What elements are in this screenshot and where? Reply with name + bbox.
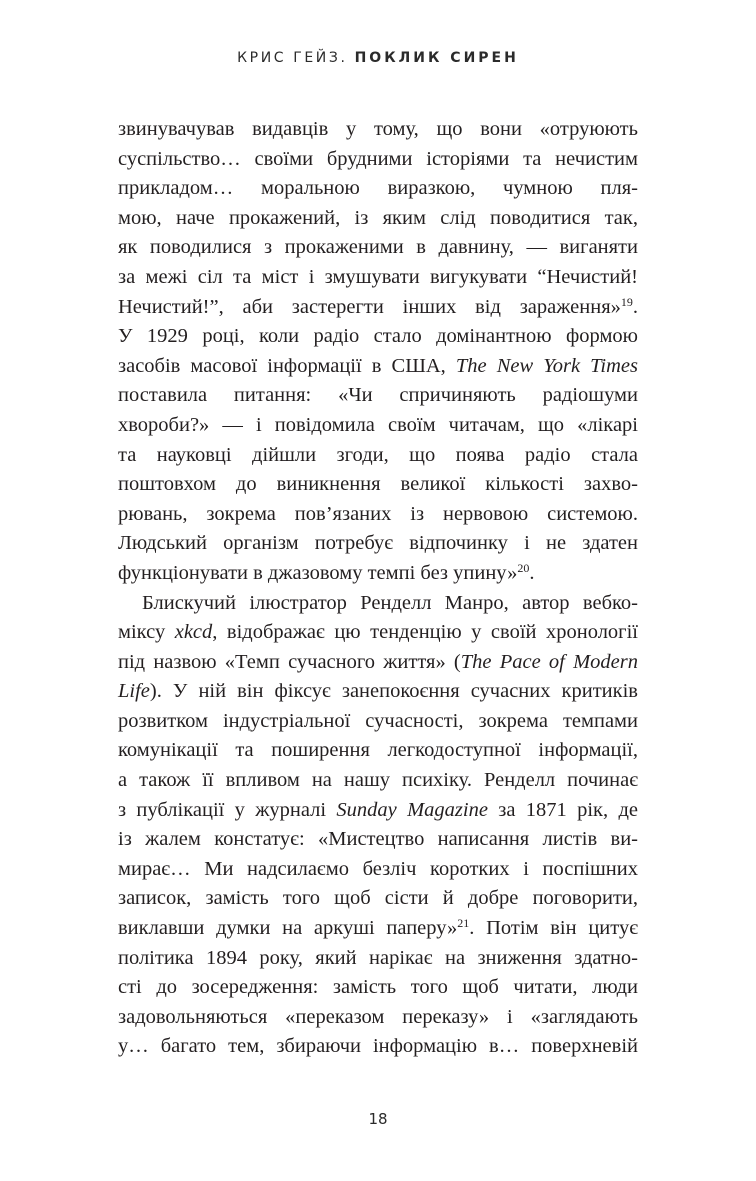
text-run: засобів масової інформації в США, — [118, 354, 456, 377]
text-line — [118, 884, 638, 914]
text-line — [118, 233, 638, 263]
running-head-book-title: ПОКЛИК СИРЕН — [354, 50, 519, 66]
text-run: задовольняються «переказом переказу» і «заглядають — [118, 1005, 638, 1028]
text-line — [118, 174, 638, 204]
text-run: політика 1894 року, який нарікає на зниження здатно- — [118, 946, 638, 969]
text-run: суспільство… своїми брудними історіями та нечистим — [118, 147, 638, 170]
text-line — [118, 293, 638, 323]
text-line — [118, 411, 638, 441]
running-head-author: КРИС ГЕЙЗ. — [237, 50, 348, 66]
text-line — [118, 618, 638, 648]
text-run: записок, замість того щоб сісти й добре поговорити, — [118, 887, 638, 910]
text-run: із жалем констатує: «Мистецтво написання листів ви- — [118, 828, 638, 851]
text-run: за 1871 рік, де — [487, 798, 638, 821]
text-line — [118, 441, 638, 471]
text-line — [118, 500, 638, 530]
text-run: , відображає цю тенденцію у своїй хронології — [212, 621, 638, 644]
paragraph — [118, 115, 638, 589]
text-line — [118, 322, 638, 352]
text-line — [118, 559, 638, 589]
footnote-ref: 21 — [457, 916, 470, 931]
text-run: поставила питання: «Чи спричиняють радіошуми — [118, 384, 638, 407]
text-run: та науковці дійшли згоди, що поява радіо стала — [118, 443, 638, 466]
text-line — [118, 944, 638, 974]
text-run: . — [632, 295, 638, 318]
text-line — [118, 855, 638, 885]
text-line — [118, 796, 638, 826]
italic-text: Sunday Magazine — [336, 798, 488, 821]
text-line — [118, 648, 638, 678]
text-run: у… багато тем, збираючи інформацію в… поверхневій — [118, 1035, 638, 1058]
footnote-ref: 19 — [620, 294, 633, 309]
text-run: як поводилися з прокаженими в давнину, — виганяти — [118, 236, 638, 259]
text-line — [118, 204, 638, 234]
italic-text: The Pace of Modern — [460, 650, 638, 673]
text-line — [118, 115, 638, 145]
text-run: Блискучий ілюстратор Ренделл Манро, автор вебко- — [142, 591, 638, 614]
text-run: У 1929 році, коли радіо стало домінантною формою — [118, 325, 638, 348]
italic-text: Life — [118, 680, 150, 703]
text-line — [118, 470, 638, 500]
page-number: 18 — [368, 1110, 388, 1128]
text-run: з публікації у журналі — [118, 798, 337, 821]
text-run: поштовхом до виникнення великої кількості захво- — [118, 473, 638, 496]
text-run: мою, наче прокажений, із яким слід поводитися так, — [118, 206, 638, 229]
text-line — [118, 707, 638, 737]
footnote-ref: 20 — [517, 560, 530, 575]
text-line — [118, 529, 638, 559]
text-run: ). У ній він фіксує занепокоєння сучасних критиків — [149, 680, 638, 703]
text-line — [118, 1032, 638, 1062]
italic-text: The New York Times — [455, 354, 639, 377]
text-line — [118, 145, 638, 175]
paragraph — [118, 589, 638, 1063]
text-line — [118, 825, 638, 855]
running-head — [0, 50, 756, 66]
italic-text: xkcd — [174, 621, 213, 644]
text-line — [118, 736, 638, 766]
text-line — [118, 973, 638, 1003]
text-run: розвитком індустріальної сучасності, зокрема темпами — [118, 709, 638, 732]
body-text — [118, 115, 638, 1062]
text-run: комунікації та поширення легкодоступної інформації, — [118, 739, 638, 762]
text-run: під назвою «Темп сучасного життя» ( — [118, 650, 461, 673]
text-line — [118, 263, 638, 293]
text-run: прикладом… моральною виразкою, чумною пля- — [118, 177, 638, 200]
text-run: хвороби?» — і повідомила своїм читачам, що «лікарі — [118, 413, 638, 436]
text-run: виклавши думки на аркуші паперу» — [118, 917, 458, 940]
text-line — [118, 1003, 638, 1033]
text-run: за межі сіл та міст і змушувати вигукувати “Нечистий! — [118, 265, 638, 288]
text-run: звинувачував видавців у тому, що вони «отруюють — [118, 118, 638, 140]
text-line — [118, 381, 638, 411]
text-run: Людський організм потребує відпочинку і не здатен — [118, 532, 638, 555]
text-run: рювань, зокрема пов’язаних із нервовою системою. — [118, 502, 638, 525]
text-run: а також її впливом на нашу психіку. Ренделл починає — [118, 769, 638, 792]
text-run: . — [529, 561, 535, 584]
text-line — [118, 589, 638, 619]
text-line — [118, 914, 638, 944]
text-run: Нечистий!”, аби застерегти інших від зараження» — [118, 295, 621, 318]
text-line — [118, 677, 638, 707]
text-run: мирає… Ми надсилаємо безліч коротких і поспішних — [118, 857, 638, 880]
text-line — [118, 766, 638, 796]
text-run: . Потім він цитує — [469, 917, 638, 940]
text-run: функціонувати в джазовому темпі без упину» — [118, 561, 518, 584]
text-run: міксу — [118, 621, 175, 644]
text-run: сті до зосередження: замість того щоб читати, люди — [118, 976, 638, 999]
text-line — [118, 352, 638, 382]
